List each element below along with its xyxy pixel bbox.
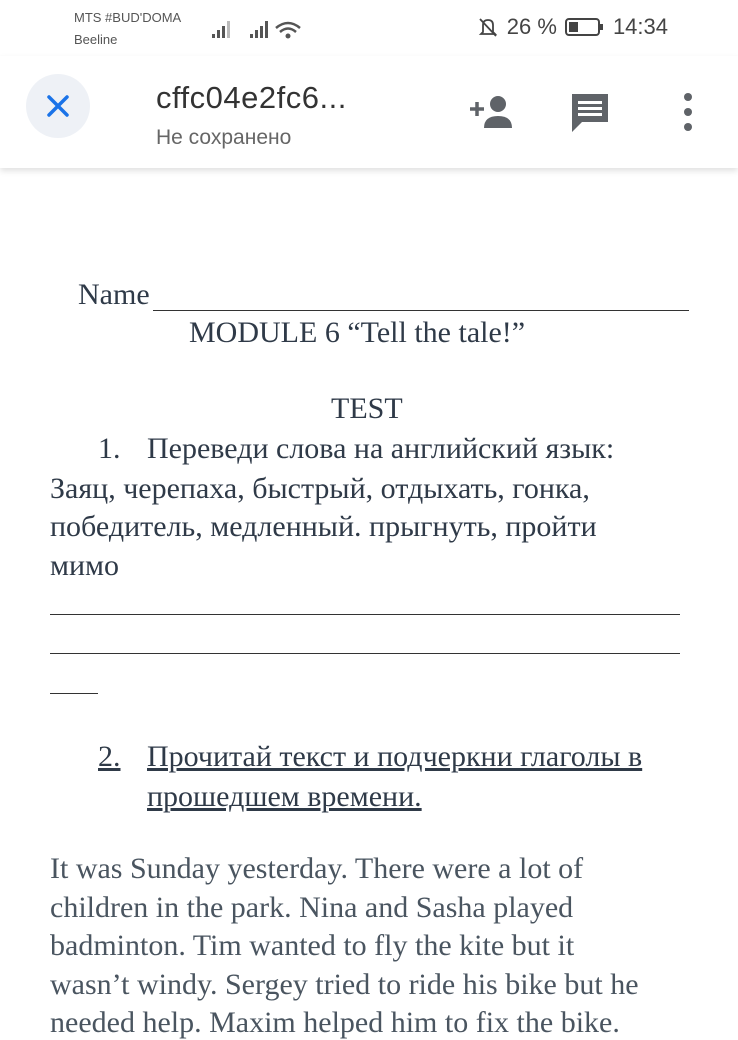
status-bar — [0, 0, 738, 56]
share-button[interactable] — [466, 86, 518, 138]
task2-number: 2. — [98, 740, 121, 773]
close-icon — [43, 91, 73, 121]
task1-heading: Переведи слова на английский язык: — [147, 432, 615, 465]
name-label: Name — [78, 278, 150, 311]
document-page — [0, 170, 738, 1038]
comments-button[interactable] — [564, 86, 616, 138]
task1-line: победитель, медленный. прыгнуть, пройти — [50, 510, 597, 543]
close-button[interactable] — [26, 74, 90, 138]
name-blank-line[interactable] — [153, 310, 689, 311]
mute-bell-icon — [477, 16, 499, 38]
document-title: cffc04e2fc6... — [156, 80, 347, 115]
battery-icon — [565, 17, 605, 37]
task2-heading-line1: Прочитай текст и подчеркни глаголы в — [147, 740, 643, 773]
status-right — [477, 14, 668, 40]
answer-line[interactable] — [50, 653, 680, 654]
story-line: needed help. Maxim helped him to fix the bike. — [50, 1006, 620, 1039]
test-heading: TEST — [331, 392, 403, 425]
answer-line[interactable] — [50, 693, 98, 694]
more-vertical-icon — [682, 92, 694, 132]
more-options-button[interactable] — [662, 86, 714, 138]
task1-line: Заяц, черепаха, быстрый, отдыхать, гонка, — [50, 472, 590, 505]
comment-icon — [568, 90, 612, 134]
story-line: children in the park. Nina and Sasha played — [50, 891, 574, 924]
app-bar — [0, 56, 738, 168]
carrier-name-2: Beeline — [74, 32, 118, 47]
story-line: wasn’t windy. Sergey tried to ride his bike but he — [50, 968, 639, 1001]
module-title: MODULE 6 “Tell the tale!” — [189, 316, 526, 349]
answer-line[interactable] — [50, 614, 680, 615]
story-line: It was Sunday yesterday. There were a lot of — [50, 852, 584, 885]
carrier-name-1: MTS #BUD'DOMA — [74, 10, 182, 25]
task2-heading-line2: прошедшем времени. — [147, 780, 422, 813]
task1-line: мимо — [50, 549, 120, 582]
task1-number: 1. — [98, 432, 121, 465]
story-line: badminton. Tim wanted to fly the kite but it — [50, 929, 575, 962]
battery-percent: 26 % — [506, 14, 557, 39]
signal-icon — [210, 16, 310, 40]
add-person-icon — [467, 92, 517, 132]
save-status: Не сохранено — [156, 126, 292, 149]
clock-time: 14:34 — [612, 14, 668, 39]
